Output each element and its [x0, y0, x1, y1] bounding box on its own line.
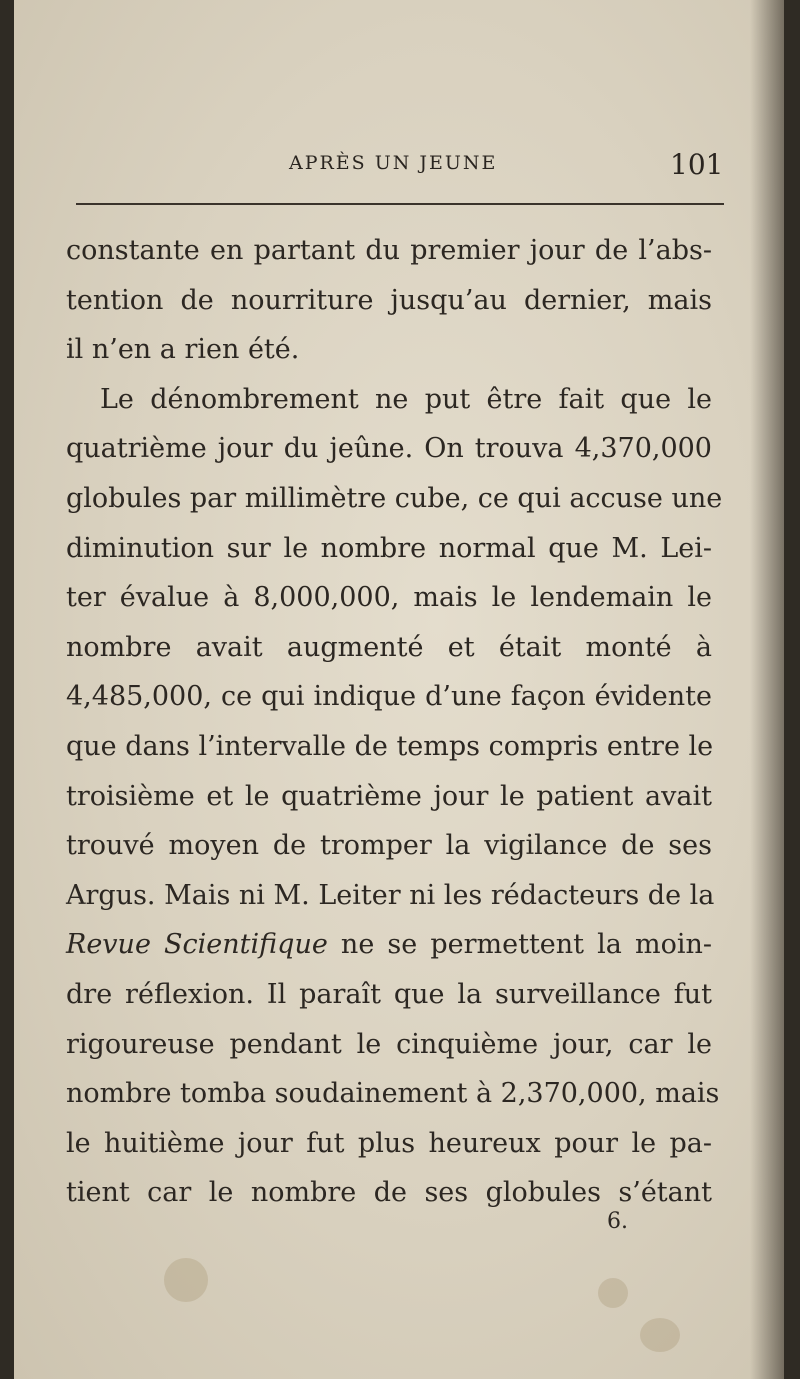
text-line: globules par millimètre cube, ce qui accuse une — [66, 482, 723, 514]
signature-mark: 6. — [607, 1209, 628, 1234]
paper-stain — [164, 1258, 208, 1302]
text-fragment: ne se permettent la moin- — [327, 929, 712, 961]
journal-title: Revue Scientifique — [66, 929, 328, 961]
book-page — [14, 0, 784, 1379]
page-header — [14, 148, 784, 188]
text-line: Le dénombrement ne put être fait que le — [100, 383, 712, 415]
text-line: 4,485,000, ce qui indique d’une façon évidente — [66, 681, 712, 713]
body-text — [66, 226, 723, 1218]
text-line: tient car le nombre de ses globules s’étant — [66, 1177, 712, 1209]
text-line: Argus. Mais ni M. Leiter ni les rédacteurs de la — [66, 879, 715, 911]
text-line: tention de nourriture jusqu’au dernier, mais — [66, 284, 712, 316]
text-line: il n’en a rien été. — [66, 334, 300, 366]
text-line: rigoureuse pendant le cinquième jour, car le — [66, 1028, 712, 1060]
text-line: le huitième jour fut plus heureux pour le pa- — [66, 1127, 712, 1159]
text-line: troisième et le quatrième jour le patient avait — [66, 780, 712, 812]
text-line: dre réflexion. Il paraît que la surveillance fut — [66, 978, 712, 1010]
text-line: nombre tomba soudainement à 2,370,000, mais — [66, 1078, 720, 1110]
text-line-with-italic — [66, 920, 712, 970]
paper-stain — [598, 1278, 628, 1308]
text-line: constante en partant du premier jour de l’abs- — [66, 235, 712, 266]
paper-stain — [640, 1318, 680, 1352]
text-line: quatrième jour du jeûne. On trouva 4,370,000 — [66, 433, 712, 465]
text-line: trouvé moyen de tromper la vigilance de ses — [66, 830, 712, 862]
text-line: diminution sur le nombre normal que M. Lei- — [66, 532, 712, 564]
running-title: APRÈS UN JEUNE — [289, 152, 498, 174]
page-number: 101 — [670, 148, 724, 181]
text-line: que dans l’intervalle de temps compris entre le — [66, 730, 714, 762]
text-line: nombre avait augmenté et était monté à — [66, 631, 712, 663]
text-line: ter évalue à 8,000,000, mais le lendemain le — [66, 582, 712, 614]
page-edge-shadow — [750, 0, 784, 1379]
header-rule — [76, 203, 724, 205]
